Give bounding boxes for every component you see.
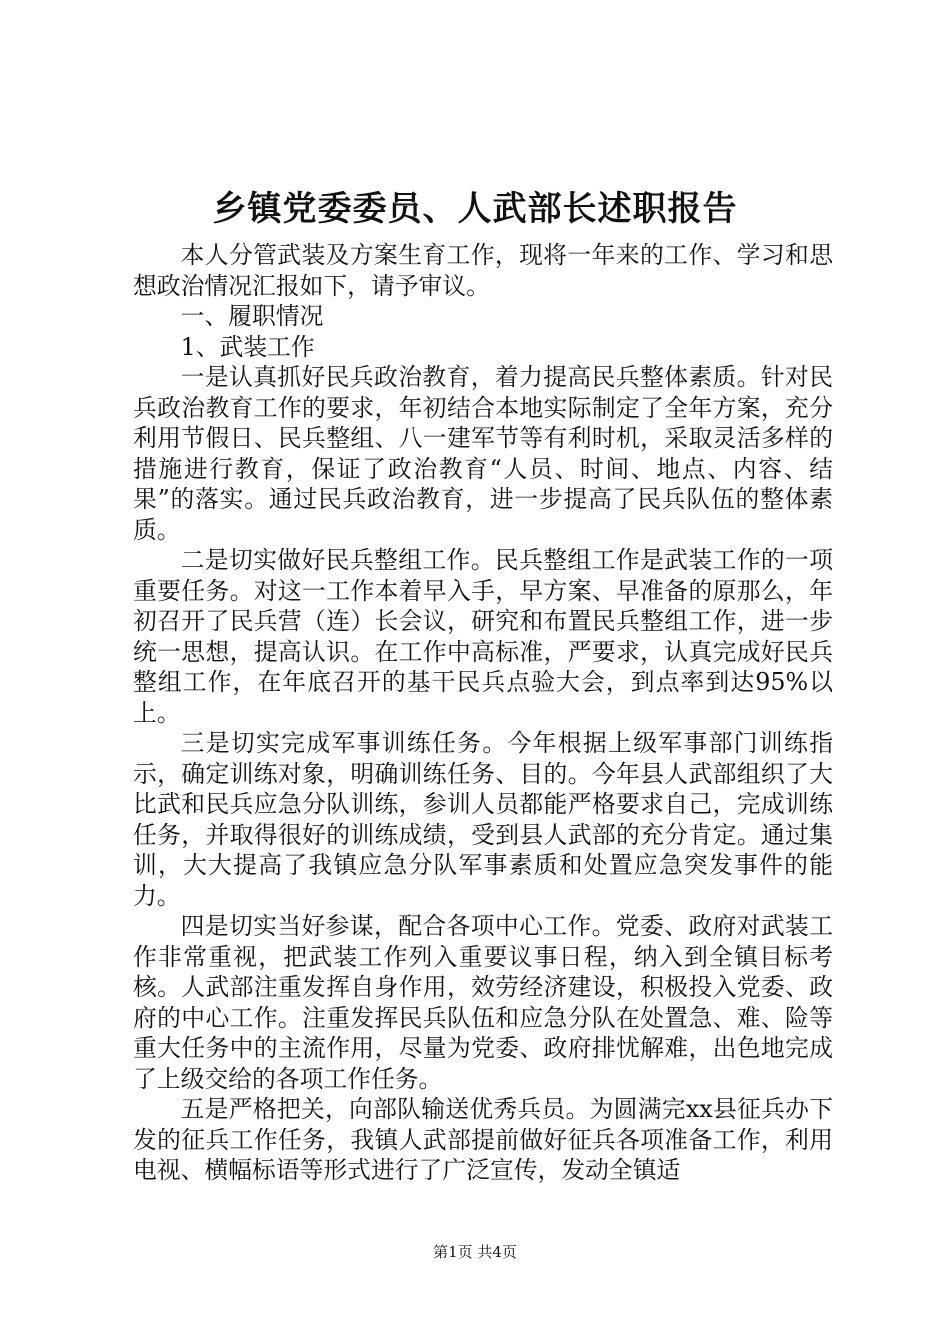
section-heading: 一、履职情况: [180, 302, 324, 330]
paragraph-item-1: 一是认真抓好民兵政治教育，着力提高民兵整体素质。针对民兵政治教育工作的要求，年初结合本地实际制定了全年方案，充分利用节假日、民兵整组、八一建军节等有利时机，采取灵活多样的措施进行教育，保证了政治教育“人员、时间、地点、内容、结果”的落实。通过民兵政治教育，进一步提高了民兵队伍的整体素质。: [133, 363, 833, 544]
paragraph-item-5: 五是严格把关，向部队输送优秀兵员。为圆满完xx县征兵办下发的征兵工作任务，我镇人武部提前做好征兵各项准备工作，利用电视、横幅标语等形式进行了广泛宣传，发动全镇适: [133, 1095, 833, 1184]
page-footer: 第1页 共4页: [433, 1243, 517, 1261]
document-body: [133, 240, 833, 1186]
paragraph-item-4: 四是切实当好参谋，配合各项中心工作。党委、政府对武装工作非常重视，把武装工作列入重要议事日程，纳入到全镇目标考核。人武部注重发挥自身作用，效劳经济建设，积极投入党委、政府的中心工作。注重发挥民兵队伍和应急分队在处置急、难、险等重大任务中的主流作用，尽量为党委、政府排忧解难，出色地完成了上级交给的各项工作任务。: [133, 912, 833, 1093]
paragraph-item-2: 二是切实做好民兵整组工作。民兵整组工作是武装工作的一项重要任务。对这一工作本着早入手，早方案、早准备的原那么，年初召开了民兵营（连）长会议，研究和布置民兵整组工作，进一步统一思想，提高认识。在工作中高标准，严要求，认真完成好民兵整组工作，在年底召开的基干民兵点验大会，到点率到达95%以上。: [133, 546, 833, 727]
subsection-heading: 1、武装工作: [180, 332, 315, 361]
document-title: 乡镇党委委员、人武部长述职报告: [212, 189, 738, 229]
paragraph-intro: 本人分管武装及方案生育工作，现将一年来的工作、学习和思想政治情况汇报如下，请予审议。: [133, 241, 833, 300]
paragraph-item-3: 三是切实完成军事训练任务。今年根据上级军事部门训练指示，确定训练对象，明确训练任务、目的。今年县人武部组织了大比武和民兵应急分队训练，参训人员都能严格要求自己，完成训练任务，并取得很好的训练成绩，受到县人武部的充分肯定。通过集训，大大提高了我镇应急分队军事素质和处置应急突发事件的能力。: [133, 729, 833, 910]
